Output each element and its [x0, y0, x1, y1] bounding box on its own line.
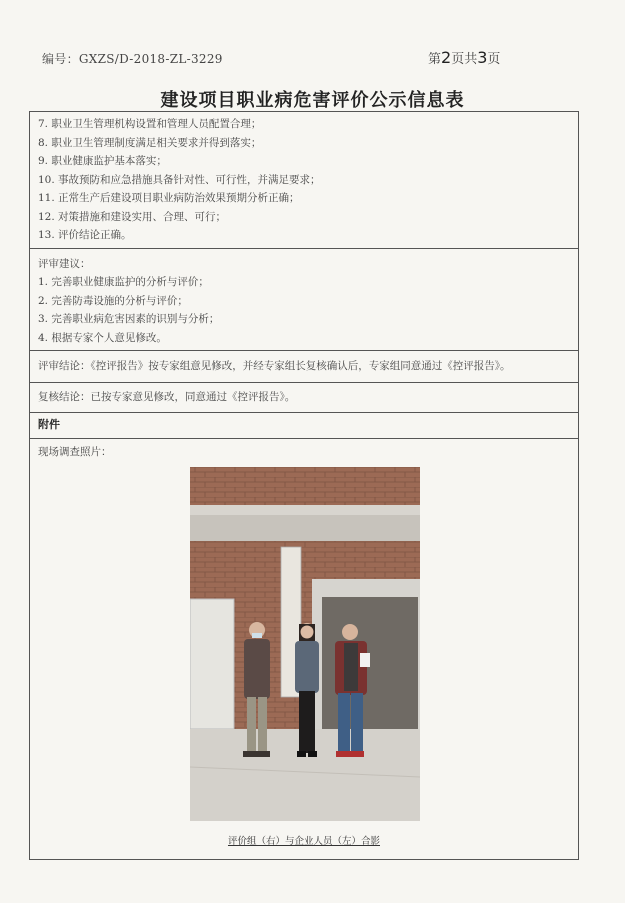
review-item: 10. 事故预防和应急措施具备针对性、可行性，并满足要求； [38, 173, 321, 186]
review-item: 8. 职业卫生管理制度满足相关要求并得到落实； [38, 136, 262, 149]
site-photo-illustration [190, 467, 420, 821]
brick-wall-upper [190, 467, 420, 507]
annex-row [30, 413, 579, 439]
photo-label: 现场调查照片： [38, 445, 112, 458]
recheck-conclusion: 复核结论：已按专家意见修改，同意通过《控评报告》。 [38, 390, 296, 403]
document-title: 建设项目职业病危害评价公示信息表 [160, 90, 465, 111]
suggestions-row [30, 248, 579, 351]
review-item: 9. 职业健康监护基本落实； [38, 155, 167, 167]
review-item: 11. 正常生产后建设项目职业病防治效果预期分析正确； [38, 192, 300, 204]
page-prefix: 第 [428, 52, 442, 67]
recheck-conclusion-cell [30, 382, 579, 413]
review-item: 12. 对策措施和建设实用、合理、可行； [38, 210, 227, 223]
annex-title: 附件 [38, 418, 60, 431]
page-number [428, 48, 500, 67]
suggestion-item: 3. 完善职业病危害因素的识别与分析； [38, 313, 220, 325]
recheck-conclusion-row [30, 382, 579, 413]
suggestion-item: 1. 完善职业健康监护的分析与评价； [38, 276, 209, 288]
document-number: 编号：GXZS/D-2018-ZL-3229 [42, 52, 223, 66]
review-items-row [30, 112, 579, 249]
page-mid: 页共 [451, 52, 478, 67]
review-conclusion: 评审结论：《控评报告》按专家组意见修改，并经专家组长复核确认后，专家组同意通过《控评报告》。 [38, 360, 511, 372]
photo-cell [30, 438, 579, 859]
review-item: 13. 评价结论正确。 [38, 229, 132, 241]
photo-caption: 评价组（右）与企业人员（左）合影 [227, 836, 380, 847]
site-photo [190, 467, 420, 821]
suggestions-title: 评审建议： [38, 257, 91, 270]
suggestion-item: 2. 完善防毒设施的分析与评价； [38, 294, 188, 307]
review-item: 7. 职业卫生管理机构设置和管理人员配置合理； [38, 118, 262, 130]
page-current: 2 [441, 48, 452, 67]
suggestions-cell [30, 248, 579, 351]
review-items-cell [30, 112, 579, 249]
suggestion-item: 4. 根据专家个人意见修改。 [38, 331, 167, 344]
review-conclusion-cell [30, 351, 579, 383]
annex-cell [30, 413, 579, 439]
page-suffix: 页 [487, 52, 501, 67]
review-conclusion-row [30, 351, 579, 383]
info-table [29, 111, 579, 860]
photo-row [30, 438, 579, 859]
page-total: 3 [477, 48, 488, 67]
